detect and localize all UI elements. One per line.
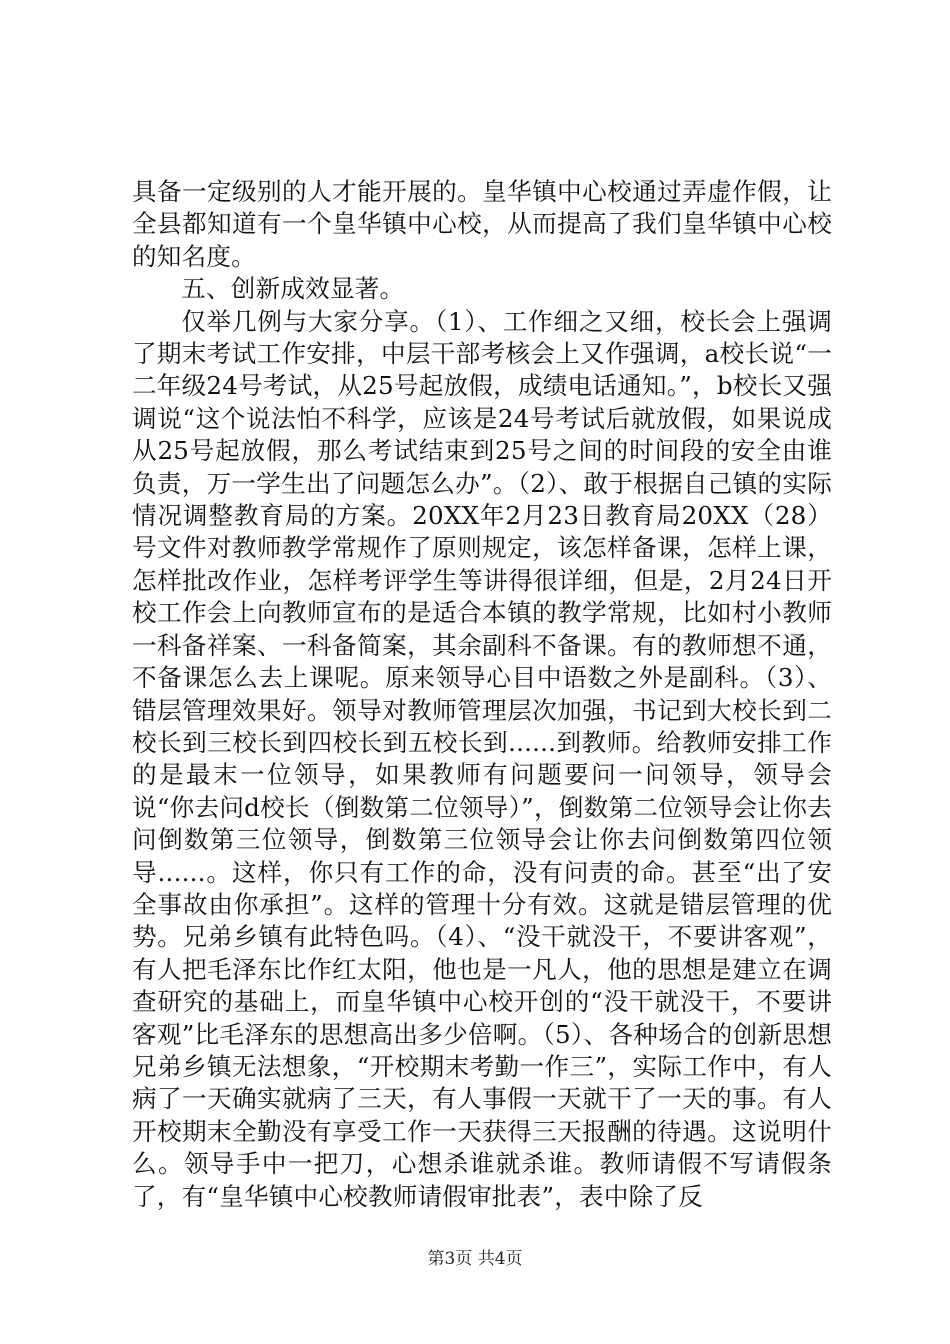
paragraph-3: 仅举几例与大家分享。（1）、工作细之又细，校长会上强调了期末考试工作安排，中层干部考核会上又作强调，a校长说“一二年级24号考试，从25号起放假，成绩电话通知。”，b校长又强调说“这个说法怕不科学，应该是24号考试后就放假，如果说成从25号起放假，那么考试结束到25号之间的时间段的安全由谁负责，万一学生出了问题怎么办”。（2）、敢于根据自己镇的实际情况调整教育局的方案。20XX年2月23日教育局20XX（28）号文件对教师教学常规作了原则规定，该怎样备课，怎样上课，怎样批改作业，怎样考评学生等讲得很详细，但是，2月24日开校工作会上向教师宣布的是适合本镇的教学常规，比如村小教师一科备祥案、一科备简案，其余副科不备课。有的教师想不通，不备课怎么去上课呢。原来领导心目中语数之外是副科。（3）、错层管理效果好。领导对教师管理层次加强，书记到大校长到二校长到三校长到四校长到五校长到......到教师。给教师安排工作的是最末一位领导，如果教师有问题要问一问领导，领导会说“你去问d校长（倒数第二位领导）”，倒数第二位领导会让你去问倒数第三位领导，倒数第三位领导会让你去问倒数第四位领导......。这样，你只有工作的命，没有问责的命。甚至“出了安全事故由你承担”。这样的管理十分有效。这就是错层管理的优势。兄弟乡镇有此特色吗。（4）、“没干就没干，不要讲客观”，有人把毛泽东比作红太阳，他也是一凡人，他的思想是建立在调查研究的基础上，而皇华镇中心校开创的“没干就没干，不要讲客观”比毛泽东的思想高出多少倍啊。（5）、各种场合的创新思想兄弟乡镇无法想象，“开校期末考勤一作三”，实际工作中，有人病了一天确实就病了三天，有人事假一天就干了一天的事。有人开校期末全勤没有享受工作一天获得三天报酬的待遇。这说明什么。领导手中一把刀，心想杀谁就杀谁。教师请假不写请假条了，有“皇华镇中心校教师请假审批表”，表中除了反: [132, 306, 832, 1211]
section-heading-5: 五、创新成效显著。: [181, 274, 405, 304]
body-text: [132, 176, 832, 1213]
paragraph-1: 具备一定级别的人才能开展的。皇华镇中心校通过弄虚作假，让全县都知道有一个皇华镇中心校，从而提高了我们皇华镇中心校的知名度。: [132, 177, 832, 271]
page-footer: 第3页 共4页: [427, 1249, 523, 1269]
